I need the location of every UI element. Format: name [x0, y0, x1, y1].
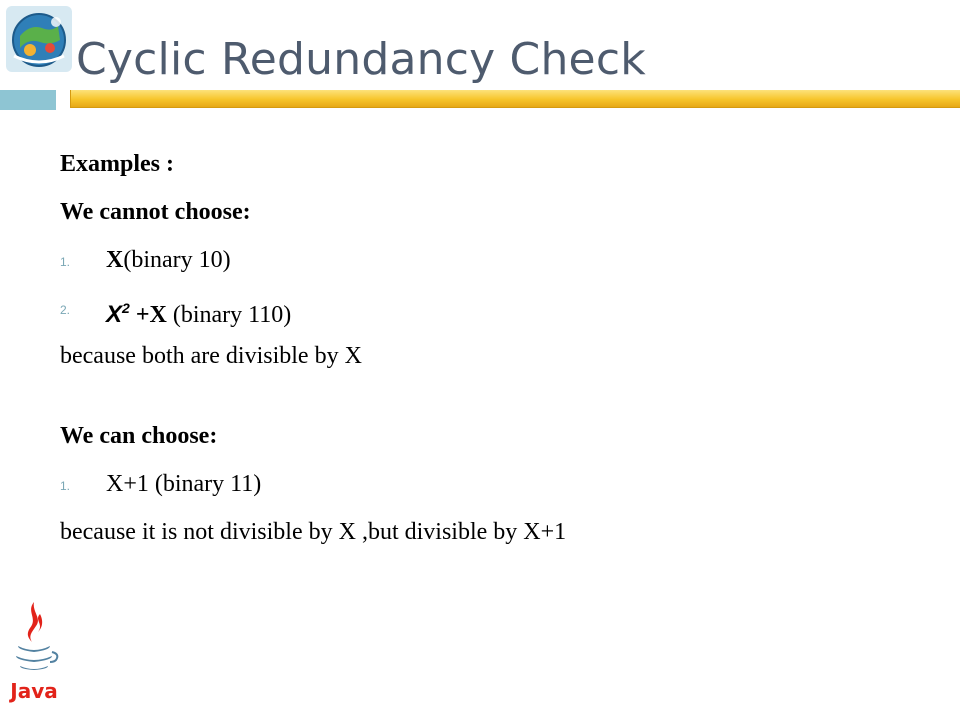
binary-value: (binary 110)	[166, 302, 292, 328]
java-logo-label: Java	[10, 679, 58, 703]
cannot-choose-reason: because both are divisible by X	[60, 343, 362, 369]
list-number: 2.	[60, 303, 71, 317]
can-choose-reason: because it is not divisible by X ,but divisible by X+1	[60, 519, 567, 545]
list-number: 1.	[60, 255, 71, 269]
slide-title: Cyclic Redundancy Check	[76, 34, 646, 85]
polynomial-exponent: 2	[122, 300, 130, 316]
institution-logo-icon	[6, 6, 72, 72]
list-item-text: X+1 (binary 11)	[106, 471, 262, 497]
list-number: 1.	[60, 479, 71, 493]
title-rule	[70, 90, 960, 108]
examples-label: Examples :	[60, 151, 174, 177]
can-choose-heading: We can choose:	[60, 423, 218, 449]
polynomial-term: X	[106, 247, 124, 273]
binary-value: (binary 10)	[123, 247, 231, 273]
polynomial-term: +X	[129, 302, 167, 328]
java-logo-icon	[4, 600, 64, 704]
list-item-text	[106, 244, 231, 276]
list-item-text	[106, 292, 291, 331]
accent-block	[0, 90, 56, 110]
cannot-choose-heading: We cannot choose:	[60, 199, 251, 225]
polynomial-base: X	[106, 301, 123, 328]
